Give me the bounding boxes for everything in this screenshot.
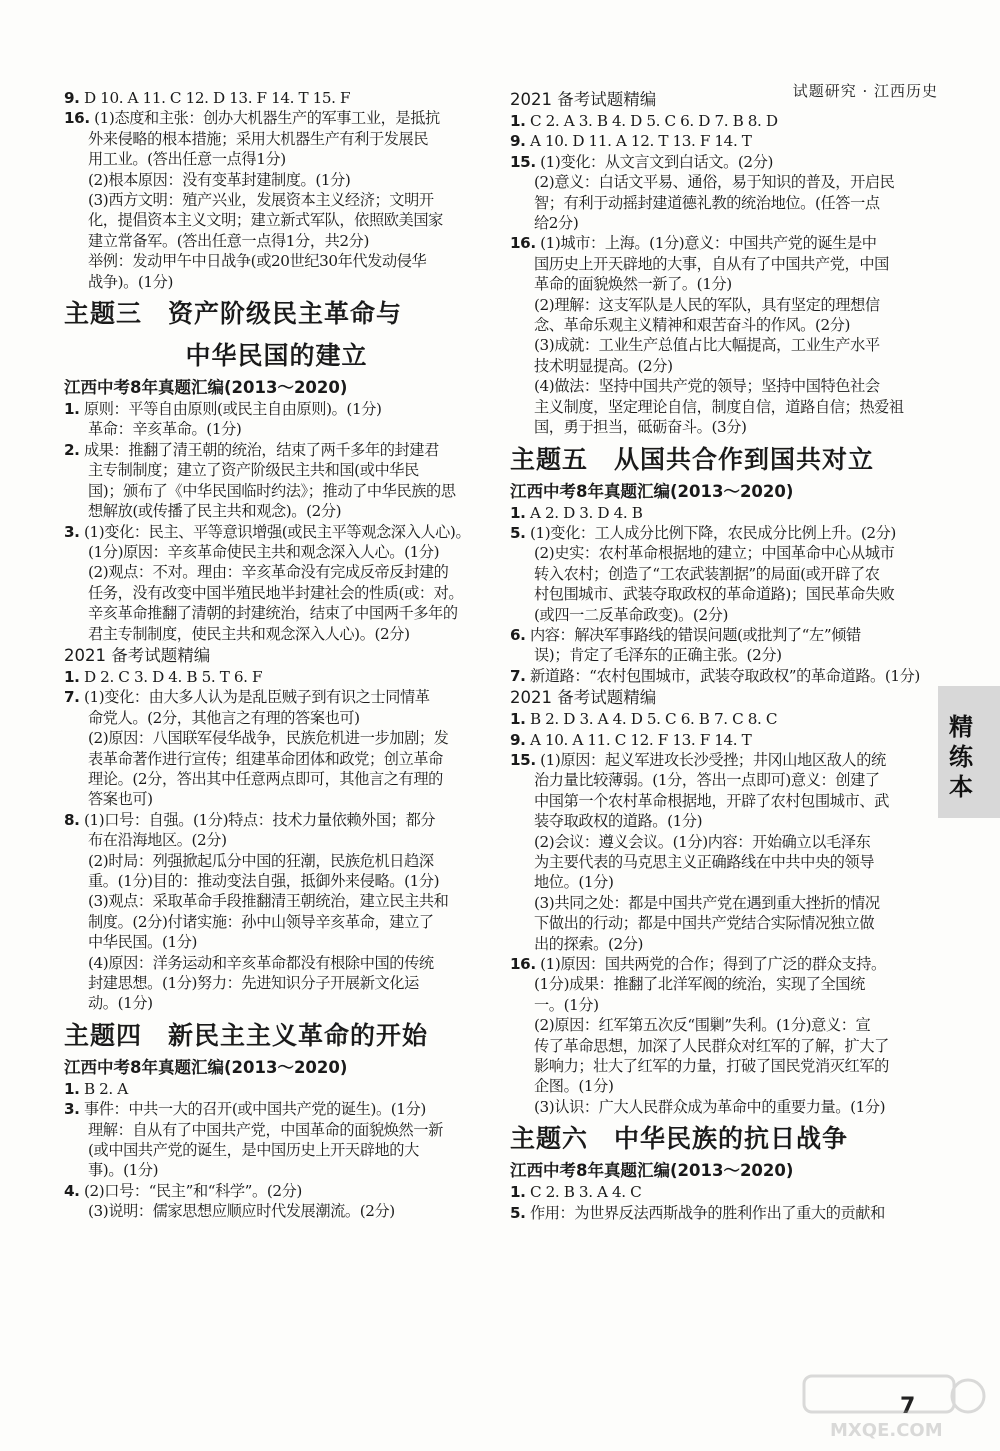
question-number: 1. xyxy=(64,400,80,419)
section-heading: 主题四 新民主主义革命的开始 xyxy=(64,1020,429,1050)
answer-text: 重。(1分)目的：推动变法自强，抵御外来侵略。(1分) xyxy=(88,872,440,890)
answer-text: 内容：解决军事路线的错误问题(或批判了“左”倾错 xyxy=(525,625,861,644)
answer-continuation xyxy=(64,562,489,582)
answer-text: 事件：中共一大的召开(或中国共产党的诞生)。(1分) xyxy=(79,1100,426,1119)
answer-continuation xyxy=(510,1036,938,1056)
subsection-heading: 江西中考8年真题汇编(2013～2020) xyxy=(64,378,348,398)
answer-text: 作用：为世界反法西斯战争的胜利作出了重大的贡献和 xyxy=(525,1203,885,1222)
answer-continuation xyxy=(64,583,489,603)
answer-continuation xyxy=(64,542,489,562)
question-number: 9. xyxy=(64,89,80,107)
answer-text: 化，提倡资本主义文明；建立新式军队，依照欧美国家 xyxy=(88,211,443,230)
subsection-heading: 江西中考8年真题汇编(2013～2020) xyxy=(64,1057,348,1077)
question-number: 4. xyxy=(64,1181,80,1200)
answer-text: (3)成就：工业生产总值占比大幅提高，工业生产水平 xyxy=(534,336,880,355)
answer-text: 国历史上开天辟地的大事，自从有了中国共产党，中国 xyxy=(534,254,889,273)
answer-continuation xyxy=(510,397,938,417)
answer-text: 念、革命乐观主义精神和艰苦奋斗的作风。(2分) xyxy=(534,316,851,335)
watermark-logo xyxy=(800,1372,990,1442)
answer-continuation xyxy=(64,891,489,911)
answer-line xyxy=(510,131,938,151)
answer-text: (2)原因：红军第五次反“围剿”失利。(1分)意义：宣 xyxy=(534,1016,871,1035)
answer-continuation xyxy=(64,1201,489,1221)
answer-text: 国)；颁布了《中华民国临时约法》；推动了中华民族的思 xyxy=(88,481,456,500)
question-number: 1. xyxy=(510,1183,526,1202)
answer-continuation xyxy=(64,851,489,871)
answer-line xyxy=(64,687,489,707)
answer-line xyxy=(510,625,938,645)
question-number: 9. xyxy=(510,132,526,151)
question-number: 1. xyxy=(510,503,526,522)
answer-text: 动。(1分) xyxy=(88,994,153,1013)
answer-continuation xyxy=(64,129,489,149)
question-number: 8. xyxy=(64,810,80,829)
answer-text: 辛亥革命推翻了清朝的封建统治，结束了中国两千多年的 xyxy=(88,604,458,623)
answer-line xyxy=(510,152,938,172)
answer-text: 传了革命思想，加深了人民群众对红军的了解，扩大了 xyxy=(534,1036,889,1055)
answer-continuation xyxy=(510,645,938,665)
answer-continuation xyxy=(64,1160,489,1180)
answer-continuation xyxy=(510,974,938,994)
answer-continuation xyxy=(510,872,938,892)
answer-text: 智；有利于动摇封建道德礼教的统治地位。(任答一点 xyxy=(534,193,880,212)
answer-text: B 2. D 3. A 4. D 5. C 6. B 7. C 8. C xyxy=(525,710,778,729)
question-number: 16. xyxy=(64,109,90,128)
answer-text: (1)口号：自强。(1分)特点：技术力量依赖外国；都分 xyxy=(79,810,436,829)
answer-text: D 2. C 3. D 4. B 5. T 6. F xyxy=(79,667,263,686)
answer-text: (2)口号：“民主”和“科学”。(2分) xyxy=(79,1181,302,1200)
answer-line xyxy=(510,1203,938,1223)
answer-text: 任务，没有改变中国半殖民地半封建社会的性质(或：对。 xyxy=(88,583,464,602)
answer-text: 中国第一个农村革命根据地，开辟了农村包围城市、武 xyxy=(534,791,889,810)
question-number: 1. xyxy=(510,112,526,130)
answer-continuation xyxy=(510,213,938,233)
question-number: 2. xyxy=(64,440,80,459)
question-number: 15. xyxy=(510,750,536,769)
answer-continuation xyxy=(64,419,489,439)
answer-line xyxy=(510,1182,938,1202)
answer-text: (1)城市：上海。(1分)意义：中国共产党的诞生是中 xyxy=(535,234,877,253)
answer-line xyxy=(510,954,938,974)
answer-text: C 2. A 3. B 4. D 5. C 6. D 7. B 8. D xyxy=(525,112,778,130)
answer-continuation xyxy=(510,254,938,274)
answer-text: (2)时局：列强掀起瓜分中国的狂潮，民族危机日趋深 xyxy=(88,851,434,870)
answer-continuation xyxy=(64,624,489,644)
answer-text: A 10. A 11. C 12. F 13. F 14. T xyxy=(525,730,752,749)
answer-line xyxy=(510,666,938,686)
answer-line xyxy=(64,667,489,687)
question-number: 1. xyxy=(64,667,80,686)
answer-line xyxy=(64,440,489,460)
answer-text: 战争)。(1分) xyxy=(88,272,173,291)
answer-text: 转入农村；创造了“工农武装割据”的局面(或开辟了农 xyxy=(534,564,880,583)
answer-text: 企图。(1分) xyxy=(534,1077,614,1096)
answer-continuation xyxy=(510,193,938,213)
answer-text: (4)原因：洋务运动和辛亥革命都没有根除中国的传统 xyxy=(88,953,434,972)
answer-continuation xyxy=(510,770,938,790)
answer-continuation xyxy=(510,315,938,335)
answer-text: (4)做法：坚持中国共产党的领导；坚持中国特色社会 xyxy=(534,377,880,396)
question-number: 1. xyxy=(510,710,526,729)
answer-continuation xyxy=(64,170,489,190)
question-number: 15. xyxy=(510,152,536,171)
answer-continuation xyxy=(64,460,489,480)
question-number: 5. xyxy=(510,1203,526,1222)
answer-text: (1)变化：由大多人认为是乱臣贼子到有识之士同情革 xyxy=(79,688,430,707)
answer-continuation xyxy=(64,769,489,789)
answer-text: 一。(1分) xyxy=(534,995,599,1014)
answer-text: 表革命著作进行宣传；组建革命团体和政党；创立革命 xyxy=(88,749,443,768)
answer-text: 封建思想。(1分)努力：先进知识分子开展新文化运 xyxy=(88,974,419,993)
answer-continuation xyxy=(64,210,489,230)
question-number: 1. xyxy=(64,1079,80,1098)
answer-line xyxy=(510,709,938,729)
answer-line xyxy=(64,810,489,830)
answer-continuation xyxy=(64,190,489,210)
answer-text: 下做出的行动；都是中国共产党结合实际情况独立做 xyxy=(534,914,875,933)
answer-continuation xyxy=(64,481,489,501)
answer-text: A 2. D 3. D 4. B xyxy=(525,503,643,522)
answer-text: 外来侵略的根本措施；采用大机器生产有利于发展民 xyxy=(88,129,429,148)
answer-text: 用工业。(答出任意一点得1分) xyxy=(88,150,286,169)
answer-continuation xyxy=(64,708,489,728)
answer-continuation xyxy=(510,1056,938,1076)
answer-text: 制度。(2分)付诸实施：孙中山领导辛亥革命，建立了 xyxy=(88,912,434,931)
answer-continuation xyxy=(510,893,938,913)
answer-text: 出的探索。(2分) xyxy=(534,934,644,953)
answer-text: 村包围城市、武装夺取政权的革命道路)；国民革命失败 xyxy=(534,585,895,604)
answer-text: 治力量比较薄弱。(1分，答出一点即可)意义：创建了 xyxy=(534,771,880,790)
answer-continuation xyxy=(510,172,938,192)
answer-text: (2)观点：不对。理由：辛亥革命没有完成反帝反封建的 xyxy=(88,563,449,582)
answer-continuation xyxy=(64,871,489,891)
answer-continuation xyxy=(64,1140,489,1160)
answer-continuation xyxy=(64,1120,489,1140)
answer-text: 新道路：“农村包围城市，武装夺取政权”的革命道路。(1分) xyxy=(525,666,920,685)
answer-text: 答案也可) xyxy=(88,790,153,809)
answer-text: (2)意义：白话文平易、通俗，易于知识的普及，开启民 xyxy=(534,173,895,192)
question-number: 3. xyxy=(64,1100,80,1119)
answer-continuation xyxy=(510,832,938,852)
answer-continuation xyxy=(64,973,489,993)
answer-line xyxy=(64,522,489,542)
answer-line xyxy=(510,750,938,770)
answer-text: 理论。(2分，答出其中任意两点即可，其他言之有理的 xyxy=(88,769,443,788)
answer-text: 事)。(1分) xyxy=(88,1161,159,1180)
answer-continuation xyxy=(510,335,938,355)
subsection-heading: 2021 备考试题精编 xyxy=(510,688,657,708)
subsection-heading: 2021 备考试题精编 xyxy=(510,90,657,109)
answer-text: 君主专制制度，使民主共和观念深入人心)。(2分) xyxy=(88,624,410,643)
answer-continuation xyxy=(510,584,938,604)
question-number: 5. xyxy=(510,523,526,542)
answer-line xyxy=(510,730,938,750)
answer-text: (2)原因：八国联军侵华战争，民族危机进一步加剧；发 xyxy=(88,729,449,748)
answer-text: 地位。(1分) xyxy=(534,873,614,892)
answer-line xyxy=(64,399,489,419)
answer-continuation xyxy=(510,934,938,954)
answer-continuation xyxy=(510,543,938,563)
section-heading: 主题六 中华民族的抗日战争 xyxy=(510,1124,849,1154)
answer-text: (3)共同之处：都是中国共产党在遇到重大挫折的情况 xyxy=(534,893,880,912)
answer-text: 命党人。(2分，其他言之有理的答案也可) xyxy=(88,708,360,727)
subsection-heading: 江西中考8年真题汇编(2013～2020) xyxy=(510,481,794,501)
answer-text: 国，勇于担当，砥砺奋斗。(3分) xyxy=(534,418,747,437)
answer-text: B 2. A xyxy=(79,1079,128,1098)
answer-text: 中华民国。(1分) xyxy=(88,933,198,952)
answer-continuation xyxy=(510,605,938,625)
question-number: 16. xyxy=(510,955,536,974)
answer-line xyxy=(510,111,938,131)
answer-text: 为主要代表的马克思主义正确路线在中共中央的领导 xyxy=(534,853,875,871)
answer-line xyxy=(510,503,938,523)
answer-line xyxy=(64,1079,489,1099)
answer-text: (3)认识：广大人民群众成为革命中的重要力量。(1分) xyxy=(534,1097,886,1116)
answer-continuation xyxy=(510,811,938,831)
page-header: 试题研究 · 江西历史 xyxy=(792,82,938,100)
answer-text: (2)理解：这支军队是人民的军队，具有坚定的理想信 xyxy=(534,295,880,314)
answer-continuation xyxy=(510,295,938,315)
answer-line xyxy=(510,233,938,253)
answer-line xyxy=(64,1099,489,1119)
page-number: 7 xyxy=(900,1394,916,1419)
answer-text: 建立常备军。(答出任意一点得1分，共2分) xyxy=(88,231,369,250)
answer-text: (3)观点：采取革命手段推翻清王朝统治，建立民主共和 xyxy=(88,892,449,911)
answer-text: (1)变化：民主、平等意识增强(或民主平等观念深入人心)。 xyxy=(79,522,471,541)
answer-continuation xyxy=(64,953,489,973)
answer-text: 举例：发动甲午中日战争(或20世纪30年代发动侵华 xyxy=(88,252,427,271)
question-number: 7. xyxy=(64,688,80,707)
answer-text: (1)原因：国共两党的合作；得到了广泛的群众支持。 xyxy=(535,955,886,974)
question-number: 7. xyxy=(510,666,526,685)
answer-text: C 2. B 3. A 4. C xyxy=(525,1183,642,1202)
answer-text: 主专制制度；建立了资产阶级民主共和国(或中华民 xyxy=(88,461,419,480)
answer-continuation xyxy=(64,830,489,850)
subsection-heading: 2021 备考试题精编 xyxy=(64,645,211,665)
question-number: 16. xyxy=(510,234,536,253)
left-column xyxy=(64,88,489,1222)
answer-continuation xyxy=(510,376,938,396)
answer-text: D 10. A 11. C 12. D 13. F 14. T 15. F xyxy=(79,89,351,107)
answer-continuation xyxy=(510,356,938,376)
answer-text: (2)会议：遵义会议。(1分)内容：开始确立以毛泽东 xyxy=(534,832,871,851)
answer-text: (3)西方文明：殖产兴业，发展资本主义经济；文明开 xyxy=(88,191,434,210)
answer-continuation xyxy=(64,231,489,251)
answer-text: (1)原因：起义军进攻长沙受挫；井冈山地区敌人的统 xyxy=(535,750,886,769)
answer-continuation xyxy=(64,603,489,623)
answer-text: (或中国共产党的诞生，是中国历史上开天辟地的大 xyxy=(88,1141,419,1160)
answer-continuation xyxy=(510,791,938,811)
answer-text: (2)史实：农村革命根据地的建立；中国革命中心从城市 xyxy=(534,544,895,563)
section-heading: 中华民国的建立 xyxy=(185,341,368,371)
answer-continuation xyxy=(64,251,489,271)
answer-continuation xyxy=(64,912,489,932)
answer-continuation xyxy=(510,417,938,437)
right-column xyxy=(510,88,938,1223)
answer-continuation xyxy=(510,564,938,584)
answer-continuation xyxy=(64,932,489,952)
answer-continuation xyxy=(64,789,489,809)
answer-text: 装夺取政权的道路。(1分) xyxy=(534,812,703,831)
answer-continuation xyxy=(510,852,938,872)
answer-text: 理解：自从有了中国共产党，中国革命的面貌焕然一新 xyxy=(88,1120,443,1139)
answer-text: 技术明显提高。(2分) xyxy=(534,356,673,375)
answer-continuation xyxy=(64,993,489,1013)
answer-text: 成果：推翻了清王朝的统治，结束了两千多年的封建君 xyxy=(79,440,439,459)
answer-text: (2)根本原因：没有变革封建制度。(1分) xyxy=(88,170,351,189)
answer-text: (3)说明：儒家思想应顺应时代发展潮流。(2分) xyxy=(88,1202,395,1221)
question-number: 3. xyxy=(64,522,80,541)
answer-continuation xyxy=(510,913,938,933)
answer-continuation xyxy=(510,1076,938,1096)
answer-continuation xyxy=(64,728,489,748)
answer-text: (1分)成果：推翻了北洋军阀的统治，实现了全国统 xyxy=(534,975,865,994)
question-number: 9. xyxy=(510,730,526,749)
answer-text: 误)；肯定了毛泽东的正确主张。(2分) xyxy=(534,646,782,665)
answer-text: (或四一二反革命政变)。(2分) xyxy=(534,605,729,624)
section-heading: 主题三 资产阶级民主革命与 xyxy=(64,299,403,329)
answer-text: 布在沿海地区。(2分) xyxy=(88,831,227,850)
answer-text: (1分)原因：辛亥革命使民主共和观念深入人心。(1分) xyxy=(88,542,440,561)
answer-line xyxy=(64,88,489,108)
answer-text: 原则：平等自由原则(或民主自由原则)。(1分) xyxy=(79,400,382,419)
answer-text: 想解放(或传播了民主共和观念)。(2分) xyxy=(88,502,342,521)
answer-line xyxy=(510,523,938,543)
answer-text: 革命：辛亥革命。(1分) xyxy=(88,420,242,439)
answer-line xyxy=(64,1181,489,1201)
answer-text: 主义制度，坚定理论自信，制度自信，道路自信；热爱祖 xyxy=(534,397,904,416)
answer-text: 影响力；壮大了红军的力量，打破了国民党消灭红军的 xyxy=(534,1057,889,1076)
answer-continuation xyxy=(510,1097,938,1117)
answer-text: 革命的面貌焕然一新了。(1分) xyxy=(534,275,732,294)
answer-line xyxy=(64,108,489,128)
answer-continuation xyxy=(510,274,938,294)
answer-continuation xyxy=(64,749,489,769)
answer-text: A 10. D 11. A 12. T 13. F 14. T xyxy=(525,132,752,151)
answer-text: (1)态度和主张：创办大机器生产的军事工业，是抵抗 xyxy=(89,109,440,128)
answer-continuation xyxy=(510,1015,938,1035)
answer-text: (1)变化：从文言文到白话文。(2分) xyxy=(535,152,774,171)
svg-text:MXQE.COM: MXQE.COM xyxy=(830,1420,943,1441)
answer-continuation xyxy=(64,149,489,169)
answer-continuation xyxy=(510,995,938,1015)
answer-text: 给2分) xyxy=(534,214,579,233)
section-heading: 主题五 从国共合作到国共对立 xyxy=(510,444,875,474)
answer-text: (1)变化：工人成分比例下降，农民成分比例上升。(2分) xyxy=(525,523,896,542)
answer-continuation xyxy=(64,501,489,521)
subsection-heading: 江西中考8年真题汇编(2013～2020) xyxy=(510,1161,794,1181)
answer-continuation xyxy=(64,272,489,292)
side-tab-label: 精练本 xyxy=(949,713,973,801)
question-number: 6. xyxy=(510,625,526,644)
